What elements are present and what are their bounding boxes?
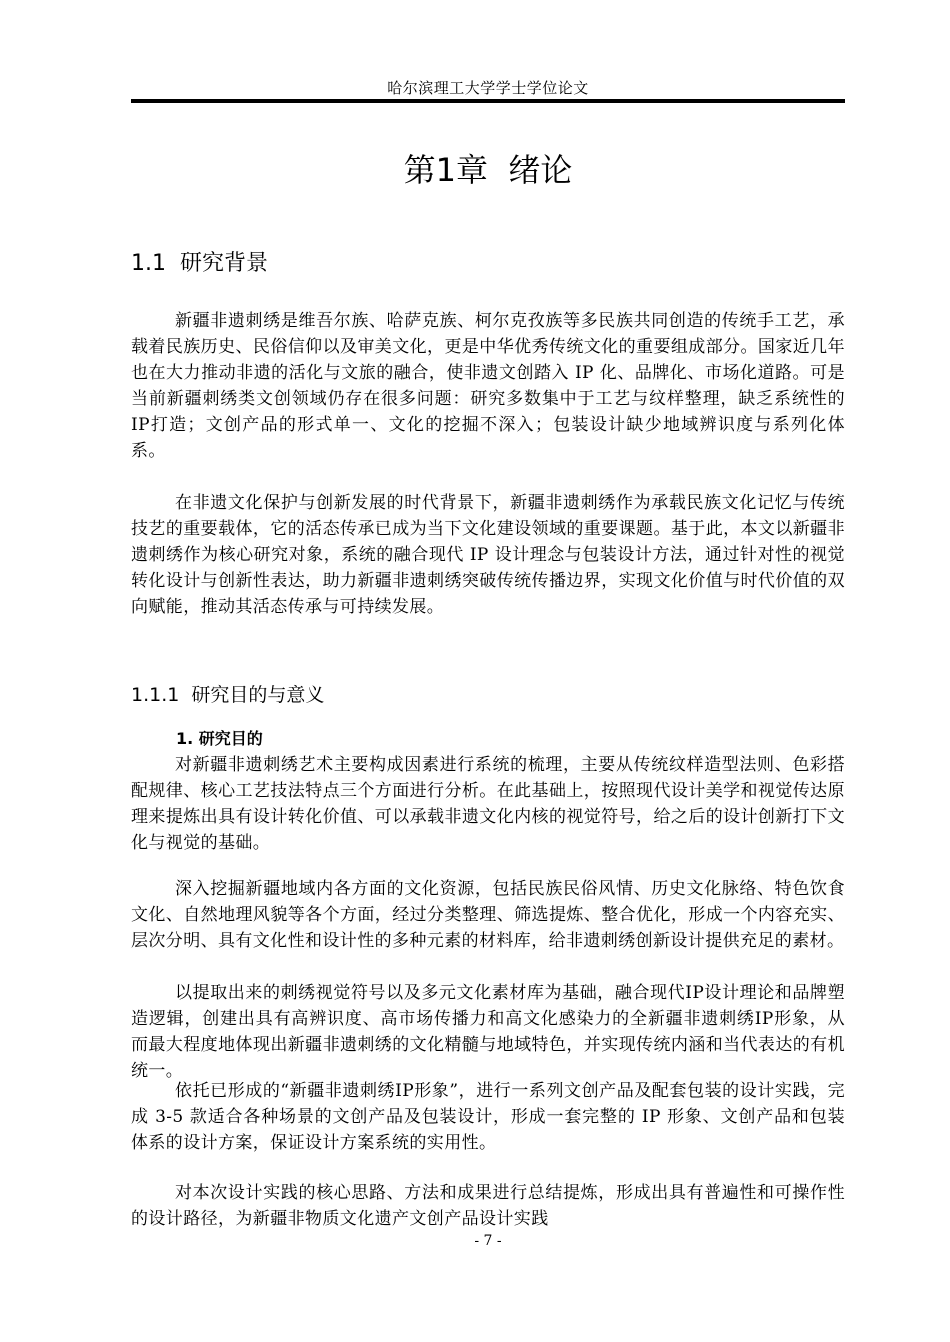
body-paragraph: 依托已形成的“新疆非遗刺绣IP形象”，进行一系列文创产品及配套包装的设计实践，完成 3-5 款适合各种场景的文创产品及包装设计，形成一套完整的 IP 形象、文创产品和包装体系的设计方案，保证设计方案系统的实用性。	[131, 1081, 845, 1153]
body-paragraph: 对本次设计实践的核心思路、方法和成果进行总结提炼，形成出具有普遍性和可操作性的设计路径，为新疆非物质文化遗产文创产品设计实践	[131, 1183, 845, 1229]
body-paragraph: 深入挖掘新疆地域内各方面的文化资源，包括民族民俗风情、历史文化脉络、特色饮食文化、自然地理风貌等各个方面，经过分类整理、筛选提炼、整合优化，形成一个内容充实、层次分明、具有文化性和设计性的多种元素的材料库，给非遗刺绣创新设计提供充足的素材。	[131, 879, 845, 951]
body-paragraph: 以提取出来的刺绣视觉符号以及多元文化素材库为基础，融合现代IP设计理论和品牌塑造逻辑，创建出具有高辨识度、高市场传播力和高文化感染力的全新疆非遗刺绣IP形象，从而最大程度地体现出新疆非遗刺绣的文化精髓与地域特色，并实现传统内涵和当代表达的有机统一。	[131, 983, 845, 1081]
running-header: 哈尔滨理工大学学士学位论文	[387, 79, 589, 97]
subsection-heading-research-purpose: 1. 研究目的	[176, 729, 263, 748]
body-paragraph: 在非遗文化保护与创新发展的时代背景下，新疆非遗刺绣作为承载民族文化记忆与传统技艺的重要载体，它的活态传承已成为当下文化建设领域的重要课题。基于此，本文以新疆非遗刺绣作为核心研究对象，系统的融合现代 IP 设计理念与包装设计方法，通过针对性的视觉转化设计与创新性表达，助力新疆非遗刺绣突破传统传播边界，实现文化价值与时代价值的双向赋能，推动其活态传承与可持续发展。	[131, 493, 845, 617]
section-heading-1-1-1: 1.1.1 研究目的与意义	[131, 684, 325, 706]
header-rule	[131, 99, 845, 103]
section-heading-1-1: 1.1 研究背景	[131, 251, 268, 276]
body-paragraph: 对新疆非遗刺绣艺术主要构成因素进行系统的梳理，主要从传统纹样造型法则、色彩搭配规律、核心工艺技法特点三个方面进行分析。在此基础上，按照现代设计美学和视觉传达原理来提炼出具有设计转化价值、可以承载非遗文化内核的视觉符号，给之后的设计创新打下文化与视觉的基础。	[131, 755, 845, 853]
chapter-title: 第1章 绪论	[403, 151, 573, 189]
page-number: - 7 -	[474, 1233, 502, 1249]
body-paragraph: 新疆非遗刺绣是维吾尔族、哈萨克族、柯尔克孜族等多民族共同创造的传统手工艺，承载着民族历史、民俗信仰以及审美文化，更是中华优秀传统文化的重要组成部分。国家近几年也在大力推动非遗的活化与文旅的融合，使非遗文创踏入 IP 化、品牌化、市场化道路。可是当前新疆刺绣类文创领域仍存在很多问题：研究多数集中于工艺与纹样整理，缺乏系统性的IP打造；文创产品的形式单一、文化的挖掘不深入；包装设计缺少地域辨识度与系列化体系。	[131, 311, 845, 461]
